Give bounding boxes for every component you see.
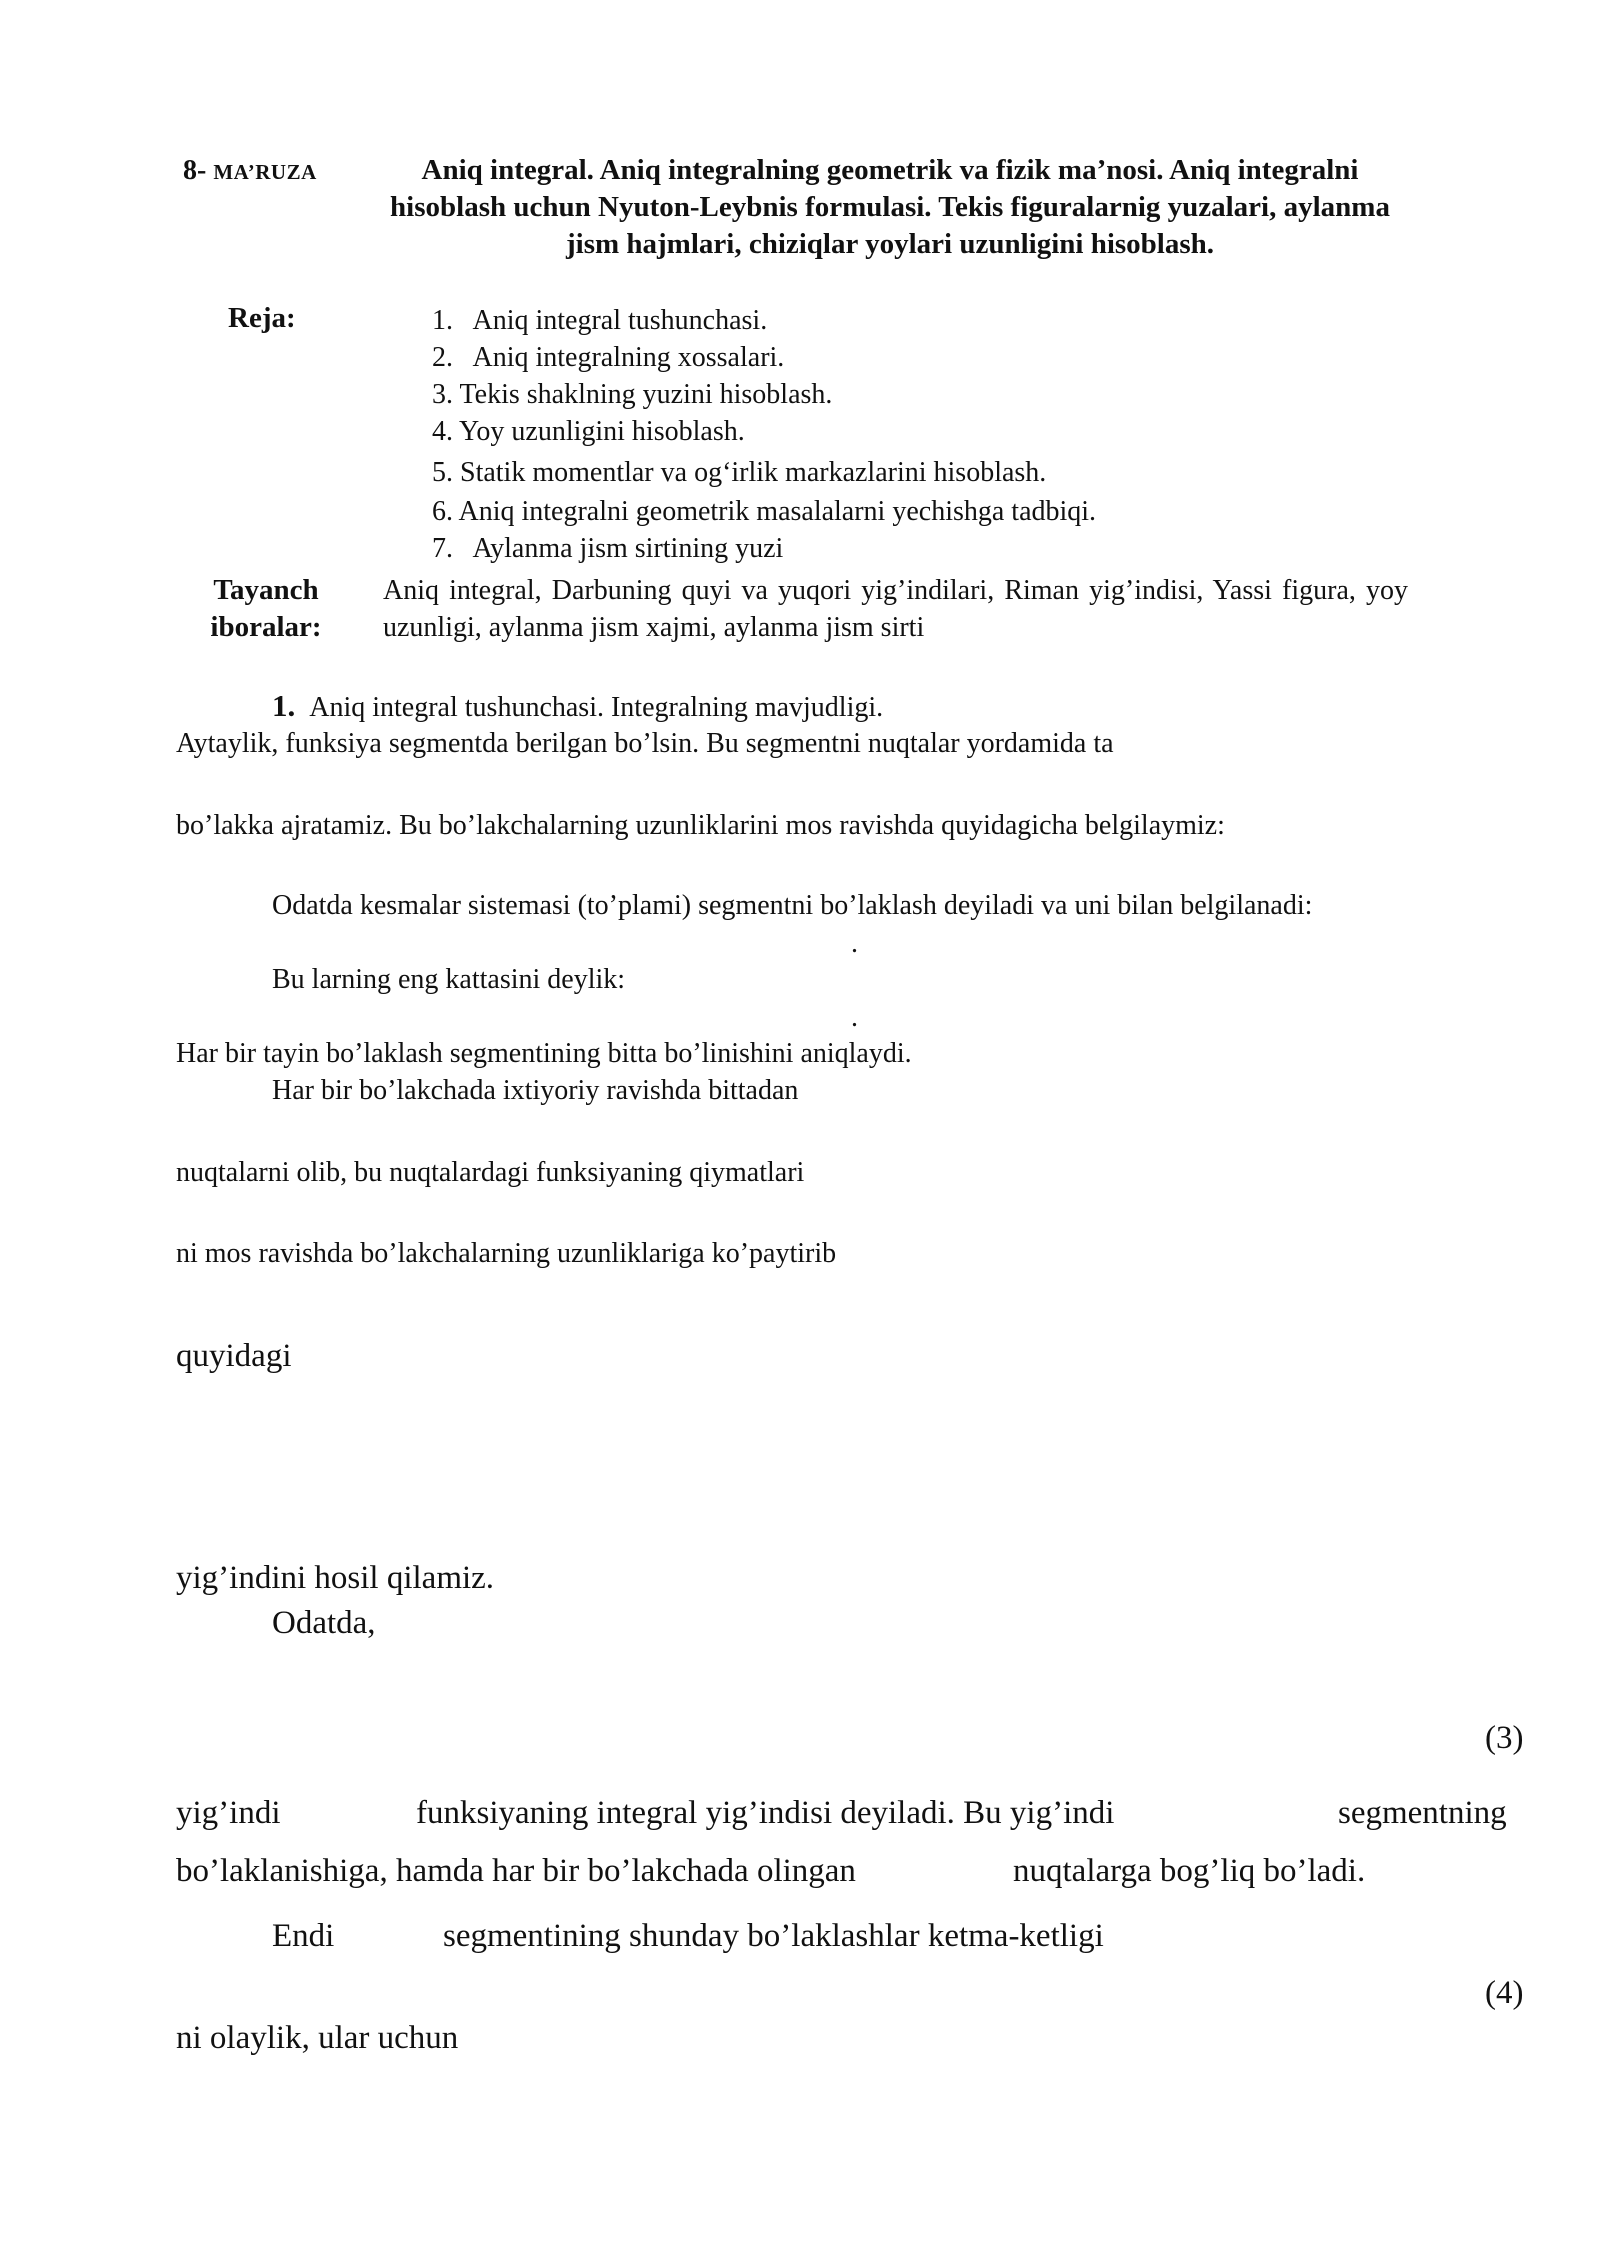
plan-item-number: 1.: [432, 305, 453, 336]
plan-label: Reja:: [228, 302, 296, 334]
body-line: ni mos ravishda bo’lakchalarning uzunliklariga ko’paytirib: [176, 1238, 837, 1269]
body-line: segmentining shunday bo’laklashlar ketma-ketligi: [443, 1918, 1104, 1954]
lecture-title: Aniq integral. Aniq integralning geometrik va fizik ma’nosi. Aniq integralni hisoblash uchun Nyuton-Leybnis formulasi. Tekis figuralarnig yuzalari, aylanma jism hajmlari, chiziqlar yoylari uzunligini hisoblash.: [390, 154, 1390, 260]
body-line: Har bir tayin bo’laklash segmentining bitta bo’linishini aniqlaydi.: [176, 1038, 912, 1069]
body-line: Endi: [272, 1918, 335, 1954]
body-line: funksiyaning integral yig’indisi deyiladi. Bu yig’indi: [416, 1795, 1115, 1831]
section-number: 1.: [272, 688, 296, 723]
plan-item-number: 5.: [432, 457, 453, 488]
plan-item-text: Aniq integralni geometrik masalalarni yechishga tadbiqi.: [458, 496, 1097, 527]
lecture-word: MA’RUZA: [213, 160, 317, 184]
plan-item-number: 3.: [432, 379, 453, 410]
plan-item-6: [432, 493, 1096, 530]
body-line: nuqtalarga bog’liq bo’ladi.: [1013, 1853, 1366, 1889]
equation-number: (4): [1485, 1975, 1524, 2011]
body-line: yig’indi: [176, 1795, 281, 1831]
formula-period: .: [851, 928, 858, 959]
body-line: bo’laklanishiga, hamda har bir bo’lakchada olingan: [176, 1853, 856, 1889]
plan-item-text: Aniq integral tushunchasi.: [472, 305, 768, 336]
plan-item-number: 2.: [432, 342, 453, 373]
section-title: Aniq integral tushunchasi. Integralning mavjudligi.: [309, 692, 884, 723]
body-line: segmentning: [1338, 1795, 1507, 1831]
plan-item-2: [432, 339, 784, 376]
body-line: Aytaylik, funksiya segmentda berilgan bo’lsin. Bu segmentni nuqtalar yordamida ta: [176, 728, 1114, 759]
body-line: Odatda,: [272, 1605, 376, 1641]
plan-item-7: [432, 530, 783, 567]
body-line: yig’indini hosil qilamiz.: [176, 1560, 495, 1596]
plan-item-text: Yoy uzunligini hisoblash.: [458, 416, 745, 447]
plan-item-5: [432, 454, 1046, 491]
body-line: quyidagi: [176, 1338, 292, 1374]
lecture-number-value: 8-: [183, 155, 207, 186]
plan-item-number: 7.: [432, 533, 453, 564]
plan-item-text: Aylanma jism sirtining yuzi: [472, 533, 784, 564]
plan-item-number: 4.: [432, 416, 453, 447]
plan-item-4: [432, 413, 745, 450]
plan-item-3: [432, 376, 832, 413]
plan-item-text: Tekis shaklning yuzini hisoblash.: [459, 379, 833, 410]
body-line: Har bir bo’lakchada ixtiyoriy ravishda bittadan: [272, 1075, 799, 1106]
plan-item-1: [432, 302, 767, 339]
plan-item-text: Aniq integralning xossalari.: [472, 342, 785, 373]
equation-number: (3): [1485, 1720, 1524, 1756]
section-heading: [272, 688, 883, 724]
body-line: Bu larning eng kattasini deylik:: [272, 964, 626, 995]
body-line: Odatda kesmalar sistemasi (to’plami) segmentni bo’laklash deyiladi va uni bilan belgilanadi:: [272, 890, 1313, 921]
keywords-text: Aniq integral, Darbuning quyi va yuqori yig’indilari, Riman yig’indisi, Yassi figura, yoy uzunligi, aylanma jism xajmi, aylanma jism sirti: [383, 575, 1408, 643]
body-line: ni olaylik, ular uchun: [176, 2020, 459, 2056]
body-line: bo’lakka ajratamiz. Bu bo’lakchalarning uzunliklarini mos ravishda quyidagicha belgilaymiz:: [176, 810, 1225, 841]
keywords-label: Tayanch iboralar:: [210, 574, 322, 643]
plan-item-number: 6.: [432, 496, 453, 527]
lecture-number: [183, 155, 317, 187]
plan-item-text: Statik momentlar va og‘irlik markazlarini hisoblash.: [460, 457, 1047, 488]
formula-period: .: [851, 1002, 858, 1033]
body-line: nuqtalarni olib, bu nuqtalardagi funksiyaning qiymatlari: [176, 1157, 805, 1188]
